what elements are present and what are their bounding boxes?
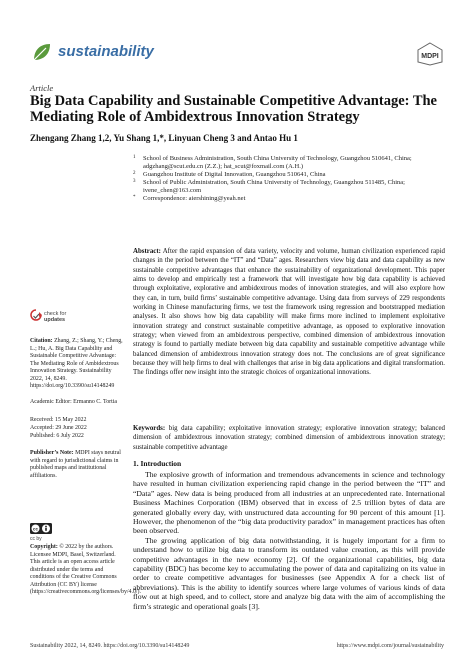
journal-name: sustainability — [58, 43, 154, 60]
svg-text:cc: cc — [33, 526, 38, 532]
keywords — [133, 424, 445, 452]
received-date: Received: 15 May 2022 — [30, 417, 87, 423]
abstract — [133, 247, 445, 378]
citation-block: Citation: Zhang, Z.; Shang, Y.; Cheng, L.; Hu, A. Big Data Capability and Sustainable Competitive Advantage: The Mediating Role of Ambidextrous Innovation Strategy. Sustainability 2022, 14, 8249. https://doi.org/10.3390/su14148249 — [30, 338, 123, 389]
affiliations — [133, 155, 453, 204]
article-type: Article — [30, 83, 54, 93]
journal-leaf-icon — [30, 40, 54, 64]
intro-paragraph-2: The growing application of big data notwithstanding, it is hugely important for a firm to understand how to utilize big data to transform its outdated value creation, as this will provide competitive advantages in the new economy [2]. Of the organizational capabilities, big data capability (BDC) has become key to accumulating the power of data and capitalizing on its value in order to create competitive advantages for businesses (see Appendix A for a check list of abbreviations). This is the ability to identify sources where large volumes of various kinds of data flow out at high speed, and to collect, store and analyze big data with the aim of accomplishing the firm’s strategic and operational goals [3]. — [133, 535, 445, 611]
keywords-label: Keywords: — [133, 425, 166, 432]
check-for-updates-label[interactable]: check for updates — [44, 311, 67, 323]
author-list: Zhengang Zhang 1,2, Yu Shang 1,*, Linyuan Cheng 3 and Antao Hu 1 — [30, 133, 298, 143]
cc-by-license-icon[interactable] — [30, 523, 52, 534]
copyright-block: Copyright: © 2022 by the authors. Licensee MDPI, Basel, Switzerland. This article is an open access article distributed under the terms and conditions of the Creative Commons Attribution (CC BY) license (https://creativecommons.org/licenses/by/4.0/). — [30, 544, 141, 595]
cc-by-label: cc by — [30, 536, 42, 542]
correspondence: * Correspondence: aiershining@yeah.net — [133, 195, 246, 203]
affiliation-2: 2 Guangzhou Institute of Digital Innovation, Guangzhou 510641, China — [133, 171, 326, 179]
affiliation-1: 1 School of Business Administration, South China University of Technology, Guangzhou 510641, China; adgzhang@scut.edu.cn (Z.Z.); hat_scut@foxmail.com (A.H.) — [133, 155, 412, 171]
page-title: Big Data Capability and Sustainable Competitive Advantage: The Mediating Role of Ambidextrous Innovation Strategy — [30, 93, 437, 125]
abstract-label: Abstract: — [133, 248, 161, 255]
published-date: Published: 6 July 2022 — [30, 433, 84, 439]
affiliation-3: 3 School of Public Administration, South China University of Technology, Guangzhou 511485, China; ivene_chen@163.com — [133, 179, 405, 195]
mdpi-logo-icon — [416, 42, 444, 66]
publisher-note: Publisher’s Note: MDPI stays neutral with regard to jurisdictional claims in published maps and institutional affiliations. — [30, 450, 121, 479]
svg-text:MDPI: MDPI — [421, 53, 439, 60]
introduction-body — [133, 470, 445, 611]
accepted-date: Accepted: 29 June 2022 — [30, 425, 87, 431]
footer-citation: Sustainability 2022, 14, 8249. https://doi.org/10.3390/su14148249 — [30, 643, 190, 649]
abstract-text: After the rapid expansion of data variety, velocity and volume, human civilization experienced rapid changes in the period between the “IT” and “Data” ages. Researchers view big data and data capability as new sustainable competitive advantages that enhance the sustainability of organizational development. This paper aims to develop and empirically test a framework that will investigate how big data capability is achieved through exploitative, explorative and ambidextrous modes of innovation strategies, and will also explore how they can, in turn, build firms’ sustainable competitive advantage. Using data from surveys of 229 respondents working in Chinese manufacturing firms, we test the framework using regression and bootstrapped mediation analyses. It also shows how big data capability will make firms more inclined to implement exploitative innovation strategy and construct sustainable competitive advantage, as opposed to explorative innovation strategy; when viewed from an ambidextrous perspective, combined dimension of ambidextrous innovation strategy is found to partially mediate between big data capability and sustainable competitive advantage while balanced dimension of ambidextrous innovation strategy does not. The conclusions are of great significance because they will help firms to deal with challenges that arise in big data applications and digital transformation. The findings offer new insight into the strategic choices of organizational innovations. — [133, 248, 445, 377]
check-for-updates-icon[interactable] — [30, 309, 42, 323]
section-heading-introduction: 1. Introduction — [133, 459, 182, 468]
keywords-text: big data capability; exploitative innovation strategy; explorative innovation strategy; balanced dimension of ambidextrous innovation strategy; combined dimension of ambidextrous innovation strategy; sustainable competitive advantage — [133, 425, 445, 451]
footer-journal-url[interactable]: https://www.mdpi.com/journal/sustainability — [336, 643, 444, 649]
intro-paragraph-1: The explosive growth of information and tremendous advancements in science and technology have resulted in human civilization experiencing rapid change in the period between the “IT” and “Data” ages. New data is being produced from all industries at an unprecedented rate. International Business Machines Corporation (IBM) observed that in excess of 2.5 trillion bytes of data are generated globally every day, with unstructured data accounting for 90 percent of this amount [1]. However, the phenomenon of the “big data productivity paradox” in management practices has often been observed. — [133, 470, 445, 536]
academic-editor: Academic Editor: Ermanno C. Tortia — [30, 399, 117, 405]
